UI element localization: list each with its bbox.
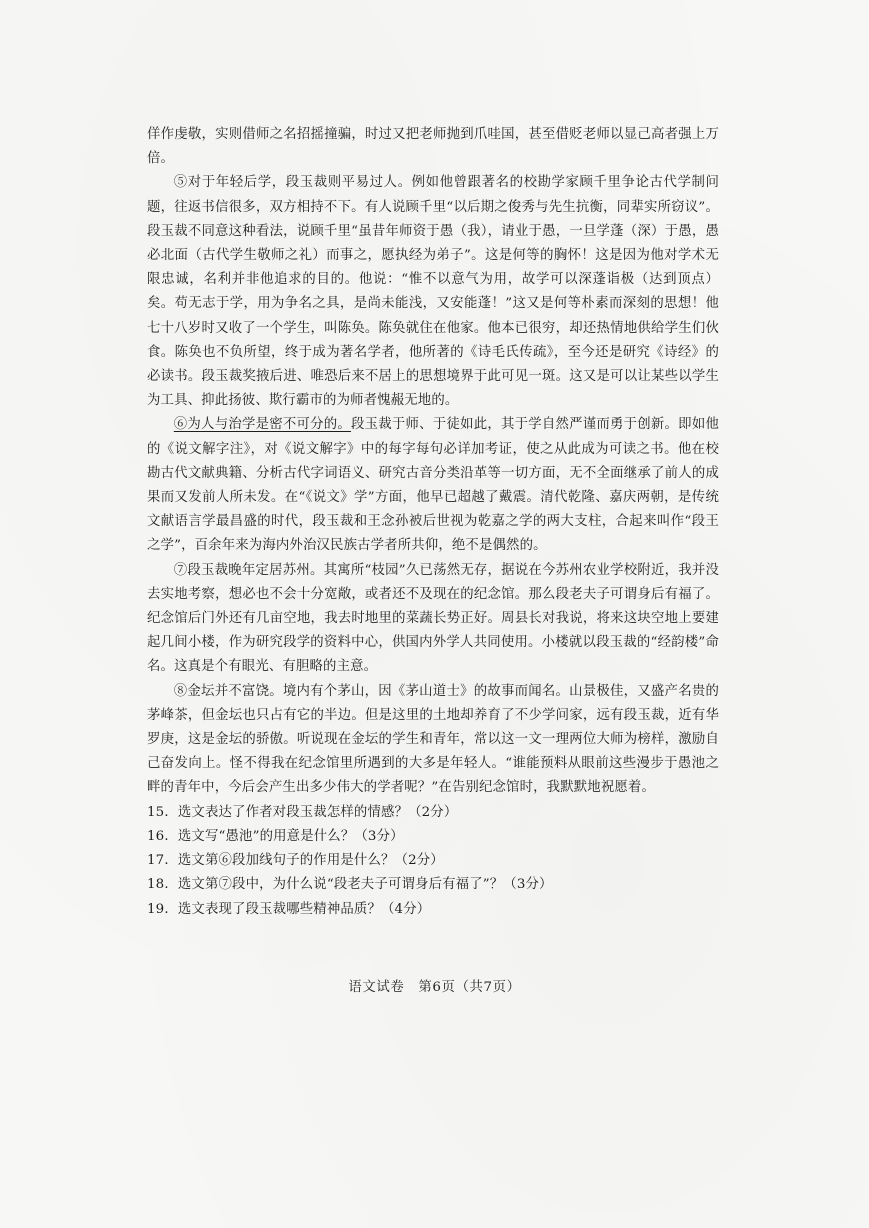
paragraph-continuation: 佯作虔敬，实则借师之名招摇撞骗，时过又把老师抛到爪哇国，甚至借贬老师以显己高者强上万倍。 — [147, 127, 719, 167]
question-16: 16．选文写“愚池”的用意是什么？（3分） — [147, 828, 404, 844]
question-15: 15．选文表达了作者对段玉裁怎样的情感？（2分） — [147, 804, 458, 820]
paragraph-6-body: 段玉裁于师、于徒如此，其于学自然严谨而勇于创新。即如他的《说文解字注》，对《说文解字》中的每字每句必详加考证，使之从此成为可读之书。他在校勘古代文献典籍、分析古代字词语义、研究古音分类沿革等一切方面，无不全面继承了前人的成果而又发前人所未发。在“《说文》学”方面，他早已超越了戴震。清代乾隆、嘉庆两朝，是传统文献语言学最昌盛的时代，段玉裁和王念孙被后世视为乾嘉之学的两大支柱，合起来叫作“段王之学”，百余年来为海内外治汉民族古学者所共仰，绝不是偶然的。 — [147, 417, 719, 554]
page-footer: 语文试卷 第6页（共7页） — [348, 980, 521, 995]
paragraph-7: ⑦段玉裁晚年定居苏州。其寓所“枝园”久已荡然无存，据说在今苏州农业学校附近，我并没去实地考察，想必也不会十分宽敞，或者还不及现在的纪念馆。那么段老夫子可谓身后有福了。纪念馆后门外还有几亩空地，我去时地里的菜蔬长势正好。周县长对我说，将来这块空地上要建起几间小楼，作为研究段学的资料中心，供国内外学人共同使用。小楼就以段玉裁的“经韵楼”命名。这真是个有眼光、有胆略的主意。 — [147, 562, 719, 675]
question-17: 17．选文第⑥段加线句子的作用是什么？（2分） — [147, 853, 444, 869]
paragraph-6 — [147, 413, 719, 558]
paragraph-5: ⑤对于年轻后学，段玉裁则平易过人。例如他曾跟著名的校勘学家顾千里争论古代学制问题，往返书信很多，双方相持不下。有人说顾千里“以后期之俊秀与先生抗衡，同辈实所窃议”。段玉裁不同意这种看法，说顾千里“虽昔年师资于愚（我），请业于愚，一旦学蓬（深）于愚，愚必北面（古代学生敬师之礼）而事之，愿执经为弟子”。这是何等的胸怀！这是因为他对学术无限忠诚，名利并非他追求的目的。他说：“惟不以意气为用，故学可以深蓬诣极（达到顶点）矣。苟无志于学，用为争名之具，是尚未能浅，又安能蓬！”这又是何等朴素而深刻的思想！他七十八岁时又收了一个学生，叫陈奂。陈奂就住在他家。他本已很穷，却还热情地供给学生们伙食。陈奂也不负所望，终于成为著名学者，他所著的《诗毛氏传疏》，至今还是研究《诗经》的必读书。段玉裁奖掖后进、唯恐后来不居上的思想境界于此可见一斑。这又是可以让某些以学生为工具、抑此扬彼、欺行霸市的为师者愧赧无地的。 — [147, 175, 719, 409]
question-18: 18．选文第⑦段中，为什么说“段老夫子可谓身后有福了”？（3分） — [147, 877, 553, 893]
paragraph-8: ⑧金坛并不富饶。境内有个茅山，因《茅山道士》的故事而闻名。山景极佳，又盛产名贵的茅峰茶，但金坛也只占有它的半边。但是这里的土地却养育了不少学问家，远有段玉裁，近有华罗庚，这是金坛的骄傲。听说现在金坛的学生和青年，常以这一文一理两位大师为榜样，激励自己奋发向上。怪不得我在纪念馆里所遇到的大多是年轻人。“谁能预料从眼前这些漫步于愚池之畔的青年中，今后会产生出多少伟大的学者呢？”在告别纪念馆时，我默默地祝愿着。 — [147, 683, 719, 796]
question-list — [147, 801, 719, 922]
question-19: 19．选文表现了段玉裁哪些精神品质？（4分） — [147, 901, 431, 917]
underlined-sentence: ⑥为人与治学是密不可分的。 — [173, 417, 352, 433]
reading-passage — [147, 123, 719, 922]
